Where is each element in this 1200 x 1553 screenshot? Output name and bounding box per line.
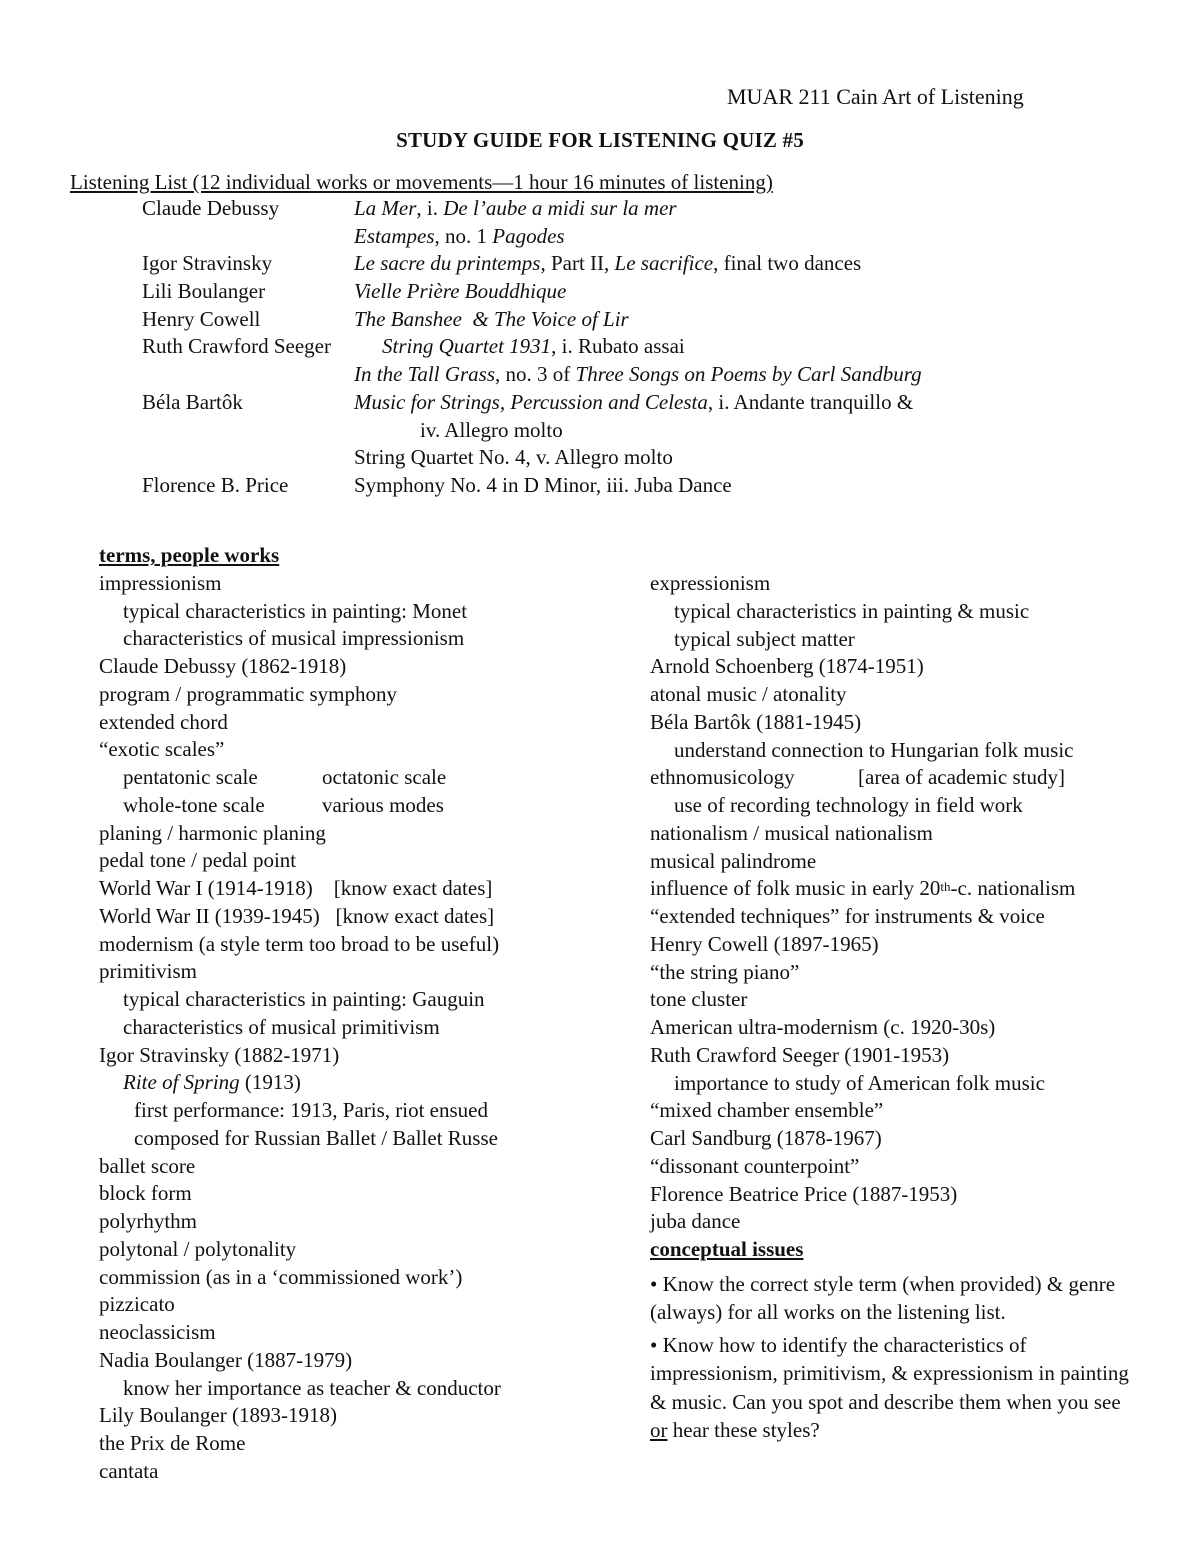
term-item: World War I (1914-1918) [know exact dates]	[99, 876, 493, 900]
term-item: planing / harmonic planing	[99, 820, 326, 845]
work-title: Estampes, no. 1 Pagodes	[354, 223, 565, 248]
term-item: polytonal / polytonality	[99, 1236, 297, 1261]
work-title: String Quartet No. 4, v. Allegro molto	[354, 445, 673, 470]
list-item	[0, 251, 1200, 279]
list-item	[0, 418, 1200, 446]
term-item: Claude Debussy (1862-1918)	[99, 654, 347, 678]
conceptual-bullet: • Know how to identify the characteristics of impressionism, primitivism, & expressionism in painting & music. Can you spot and describe them when you see or hear these styles?	[650, 1332, 1129, 1443]
term-item: typical characteristics in painting & music	[674, 598, 1030, 623]
term-item: expressionism	[650, 571, 771, 595]
term-item: “dissonant counterpoint”	[650, 1153, 860, 1178]
term-item: pedal tone / pedal point	[99, 848, 297, 873]
term-item: musical palindrome	[650, 848, 817, 873]
conceptual-issues-heading: conceptual issues	[650, 1237, 804, 1261]
terms-heading: terms, people works	[99, 543, 280, 567]
term-item: whole-tone scale various modes	[123, 792, 444, 817]
term-item: American ultra-modernism (c. 1920-30s)	[650, 1015, 996, 1039]
list-item	[0, 279, 1200, 307]
term-item: Henry Cowell (1897-1965)	[650, 931, 879, 956]
term-item: polyrhythm	[99, 1209, 197, 1233]
list-item	[0, 196, 1200, 224]
term-item: Rite of Spring (1913)	[123, 1070, 301, 1095]
term-item: importance to study of American folk music	[674, 1070, 1045, 1095]
listening-list	[0, 196, 1200, 501]
term-item: “mixed chamber ensemble”	[650, 1098, 884, 1123]
term-item: extended chord	[99, 709, 228, 734]
term-item: commission (as in a ‘commissioned work’)	[99, 1264, 463, 1289]
term-item: Ruth Crawford Seeger (1901-1953)	[650, 1042, 950, 1067]
composer-name: Igor Stravinsky	[142, 251, 273, 276]
work-title: Symphony No. 4 in D Minor, iii. Juba Dance	[354, 472, 732, 497]
list-item	[0, 390, 1200, 418]
term-item: impressionism	[99, 570, 222, 595]
term-item: know her importance as teacher & conductor	[123, 1375, 501, 1400]
list-item	[0, 473, 1200, 501]
work-title: Vielle Prière Bouddhique	[354, 279, 567, 304]
term-item: cantata	[99, 1458, 159, 1483]
work-title: iv. Allegro molto	[420, 417, 563, 442]
list-item	[0, 362, 1200, 390]
term-item: “extended techniques” for instruments & voice	[650, 904, 1045, 928]
term-item: World War II (1939-1945) [know exact dates]	[99, 903, 495, 928]
term-item: pentatonic scale octatonic scale	[123, 765, 447, 789]
term-item: influence of folk music in early 20th-c. nationalism	[650, 876, 1076, 901]
term-item: the Prix de Rome	[99, 1431, 246, 1455]
term-item: primitivism	[99, 959, 198, 984]
term-item: typical characteristics in painting: Gauguin	[123, 987, 485, 1011]
term-item: Béla Bartôk (1881-1945)	[650, 709, 862, 734]
composer-name: Claude Debussy	[142, 196, 280, 220]
term-item: modernism (a style term too broad to be useful)	[99, 931, 500, 956]
term-item: program / programmatic symphony	[99, 681, 398, 706]
term-item: Igor Stravinsky (1882-1971)	[99, 1042, 340, 1067]
term-item: “exotic scales”	[99, 737, 225, 762]
terms-right-column	[650, 570, 1150, 1445]
course-header: MUAR 211 Cain Art of Listening	[727, 84, 1024, 109]
terms-left-column	[99, 542, 619, 1486]
work-title: Music for Strings, Percussion and Celesta, i. Andante tranquillo &	[354, 389, 914, 414]
term-item: first performance: 1913, Paris, riot ensued	[134, 1098, 488, 1122]
term-item: Nadia Boulanger (1887-1979)	[99, 1347, 353, 1372]
term-item: block form	[99, 1181, 192, 1206]
work-title: String Quartet 1931, i. Rubato assai	[382, 334, 685, 359]
list-item	[0, 307, 1200, 335]
composer-name: Florence B. Price	[142, 472, 289, 497]
listening-list-heading: Listening List (12 individual works or movements—1 hour 16 minutes of listening)	[70, 170, 773, 194]
term-item: typical characteristics in painting: Monet	[123, 598, 468, 623]
term-item: nationalism / musical nationalism	[650, 820, 933, 845]
term-item: neoclassicism	[99, 1320, 216, 1344]
term-item: Florence Beatrice Price (1887-1953)	[650, 1181, 958, 1206]
work-title: Le sacre du printemps, Part II, Le sacrifice, final two dances	[354, 251, 862, 276]
term-item: composed for Russian Ballet / Ballet Russe	[134, 1125, 498, 1150]
list-item	[0, 334, 1200, 362]
composer-name: Henry Cowell	[142, 306, 261, 331]
term-item: understand connection to Hungarian folk music	[674, 737, 1074, 762]
composer-name: Béla Bartôk	[142, 389, 243, 414]
list-item	[0, 224, 1200, 252]
term-item: “the string piano”	[650, 959, 800, 984]
term-item: tone cluster	[650, 987, 748, 1012]
composer-name: Lili Boulanger	[142, 279, 266, 304]
list-item	[0, 445, 1200, 473]
term-item: pizzicato	[99, 1292, 175, 1317]
term-item: juba dance	[650, 1209, 741, 1234]
work-title: In the Tall Grass, no. 3 of Three Songs on Poems by Carl Sandburg	[354, 362, 922, 387]
term-item: use of recording technology in field work	[674, 793, 1023, 817]
term-item: atonal music / atonality	[650, 682, 847, 706]
term-item: typical subject matter	[674, 626, 855, 651]
page-title: STUDY GUIDE FOR LISTENING QUIZ #5	[396, 128, 804, 152]
term-item: Lily Boulanger (1893-1918)	[99, 1403, 337, 1428]
conceptual-bullet: • Know the correct style term (when provided) & genre (always) for all works on the listening list.	[650, 1271, 1116, 1325]
work-title: La Mer, i. De l’aube a midi sur la mer	[354, 196, 677, 220]
term-item: Arnold Schoenberg (1874-1951)	[650, 654, 924, 679]
term-item: ballet score	[99, 1153, 196, 1178]
term-item: characteristics of musical primitivism	[123, 1014, 440, 1039]
term-item: ethnomusicology [area of academic study]	[650, 765, 1065, 790]
term-item: characteristics of musical impressionism	[123, 626, 465, 651]
composer-name: Ruth Crawford Seeger	[142, 334, 331, 359]
work-title: The Banshee & The Voice of Lir	[354, 306, 629, 331]
term-item: Carl Sandburg (1878-1967)	[650, 1126, 882, 1150]
